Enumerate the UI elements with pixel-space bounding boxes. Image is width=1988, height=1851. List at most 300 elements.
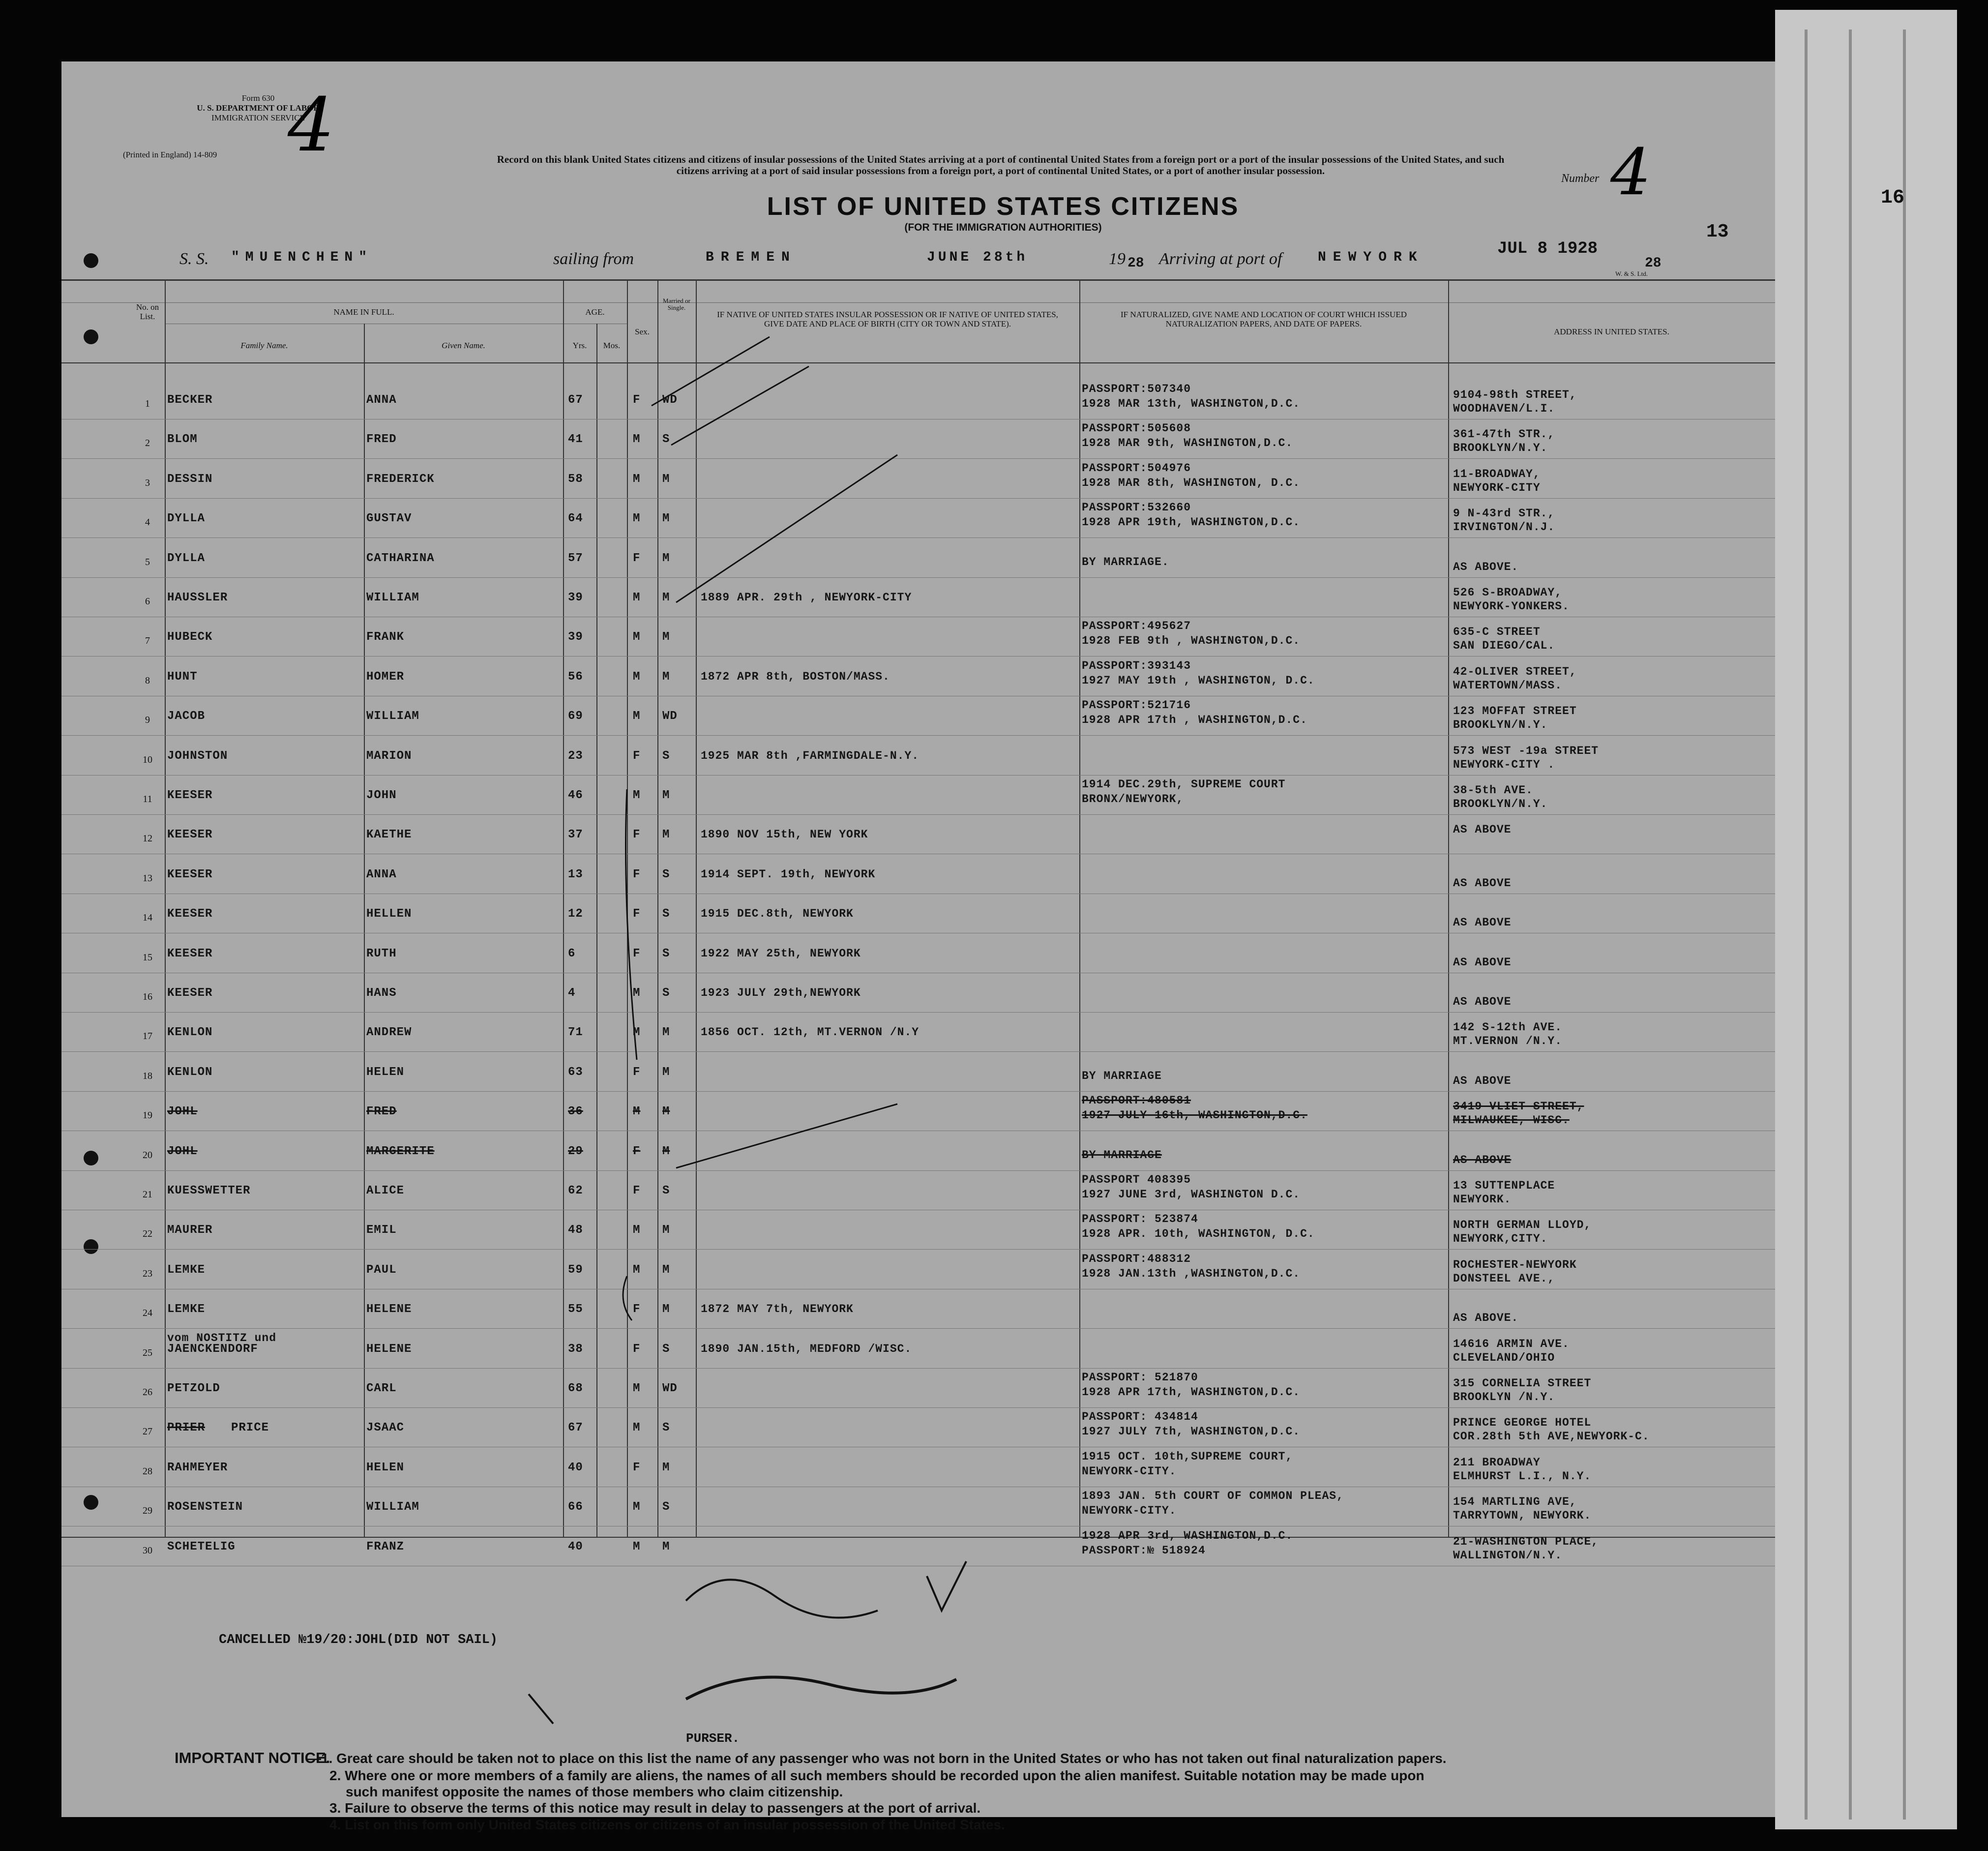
given-name: HELEN	[366, 1461, 405, 1474]
col-sex: Sex.	[635, 327, 650, 336]
given-name: ANDREW	[366, 1026, 412, 1040]
sex: F	[633, 828, 641, 842]
family-name: LEMKE	[167, 1303, 206, 1316]
row-number: 5	[145, 556, 150, 567]
family-name: DESSIN	[167, 472, 213, 486]
purser-label: PURSER.	[686, 1731, 740, 1746]
family-name: HUNT	[167, 670, 198, 684]
naturalization-line-2: BY MARRIAGE	[1082, 1069, 1162, 1082]
address-line-2: WOODHAVEN/L.I.	[1453, 402, 1555, 415]
manifest-page	[61, 61, 1775, 1817]
row-number: 20	[143, 1149, 152, 1161]
address-line-1: 211 BROADWAY	[1453, 1456, 1541, 1469]
marital-status: WD	[662, 710, 678, 723]
purser-signature	[686, 1677, 956, 1699]
age-years: 39	[568, 630, 583, 644]
col-address: ADDRESS IN UNITED STATES.	[1554, 327, 1669, 336]
address-line-2: DONSTEEL AVE.,	[1453, 1272, 1555, 1285]
address-line-2: IRVINGTON/N.J.	[1453, 521, 1555, 534]
address-line-2: NEWYORK-YONKERS.	[1453, 600, 1570, 613]
address-line-2: AS ABOVE	[1453, 995, 1512, 1008]
birth-date-place: 1915 DEC.8th, NEWYORK	[701, 907, 854, 921]
age-years: 6	[568, 947, 576, 960]
marital-status: S	[662, 1500, 670, 1514]
naturalization-line-1: PASSPORT:480581	[1082, 1094, 1191, 1107]
row-number: 30	[143, 1545, 152, 1556]
family-name: JAENCKENDORF	[167, 1342, 258, 1356]
page-edge-line	[1903, 30, 1906, 1820]
naturalization-line-2: 1927 MAY 19th , WASHINGTON, D.C.	[1082, 674, 1315, 687]
row-number: 17	[143, 1031, 152, 1042]
age-years: 68	[568, 1382, 583, 1395]
given-name: JSAAC	[366, 1421, 405, 1435]
given-name: KAETHE	[366, 828, 412, 842]
age-years: 58	[568, 472, 583, 486]
naturalization-line-1: PASSPORT:504976	[1082, 461, 1191, 475]
sex: F	[633, 867, 641, 881]
col-name-in-full: NAME IN FULL.	[333, 307, 394, 317]
given-name: ALICE	[366, 1184, 405, 1197]
ship-name: "MUENCHEN"	[231, 250, 373, 265]
sex: M	[633, 710, 641, 723]
checkmark-stroke	[676, 1104, 897, 1168]
col-family-name: Family Name.	[240, 341, 288, 350]
given-name: HELENE	[366, 1342, 412, 1356]
family-name: PETZOLD	[167, 1382, 220, 1395]
arrival-date-stamp: JUL 8 1928	[1497, 239, 1598, 258]
sex: M	[633, 630, 641, 644]
address-line-2: NEWYORK,CITY.	[1453, 1232, 1548, 1246]
family-name: JOHL	[167, 1144, 198, 1158]
age-years: 57	[568, 551, 583, 565]
marital-status: S	[662, 1184, 670, 1197]
address-line-1: 154 MARTLING AVE,	[1453, 1495, 1577, 1509]
given-name: HELENE	[366, 1303, 412, 1316]
printer-mark: W. & S. Ltd.	[1615, 270, 1648, 277]
sex: M	[633, 1421, 641, 1435]
naturalization-line-2: 1928 MAR 9th, WASHINGTON,D.C.	[1082, 437, 1293, 450]
naturalization-line-1: PASSPORT: 434814	[1082, 1410, 1198, 1424]
row-number: 18	[143, 1070, 152, 1081]
family-name: HUBECK	[167, 630, 213, 644]
given-name: HELEN	[366, 1065, 405, 1079]
marital-status: M	[662, 630, 670, 644]
sex: F	[633, 1303, 641, 1316]
col-age: AGE.	[585, 307, 605, 317]
given-name: ANNA	[366, 867, 397, 881]
row-number: 3	[145, 477, 150, 488]
naturalization-line-2: 1928 MAR 13th, WASHINGTON,D.C.	[1082, 397, 1301, 410]
address-line-2: BROOKLYN /N.Y.	[1453, 1391, 1555, 1403]
address-line-1: 9 N-43rd STR.,	[1453, 507, 1555, 520]
birth-date-place: 1872 APR 8th, BOSTON/MASS.	[701, 670, 890, 683]
row-number: 25	[143, 1347, 152, 1358]
address-line-1: ROCHESTER-NEWYORK	[1453, 1258, 1577, 1271]
row-number: 24	[143, 1308, 152, 1319]
naturalization-line-2: BY MARRIAGE.	[1082, 555, 1169, 568]
marital-status: S	[662, 1421, 670, 1435]
handwritten-list-number: 4	[288, 83, 335, 168]
sex: F	[633, 1065, 641, 1079]
col-naturalization: IF NATURALIZED, GIVE NAME AND LOCATION OF COURT WHICH ISSUED NATURALIZATION PAPERS, AND DATE OF PAPERS.	[1120, 310, 1407, 328]
naturalization-line-2: BY MARRIAGE	[1082, 1148, 1162, 1162]
address-line-1: 3419 VLIET STREET,	[1453, 1100, 1584, 1113]
signature-stroke	[686, 1580, 878, 1617]
naturalization-line-1: PASSPORT 408395	[1082, 1173, 1191, 1186]
sex: M	[633, 472, 641, 486]
marital-status: M	[662, 1144, 670, 1158]
handwritten-marks	[61, 61, 1775, 1817]
row-number: 28	[143, 1465, 152, 1477]
given-name: FRED	[366, 1105, 397, 1119]
address-line-1: 11-BROADWAY,	[1453, 467, 1541, 480]
address-line-1: 21-WASHINGTON PLACE,	[1453, 1535, 1599, 1548]
notice-item-2-cont: such manifest opposite the names of those members who claim citizenship.	[346, 1784, 843, 1799]
row-number: 21	[143, 1189, 152, 1200]
naturalization-line-1: PASSPORT:507340	[1082, 383, 1191, 395]
printed-note: (Printed in England) 14-809	[123, 150, 217, 159]
given-name: FRED	[366, 433, 397, 447]
page-edge-line	[1849, 30, 1852, 1820]
row-number: 12	[143, 833, 152, 844]
family-name: KEESER	[167, 828, 213, 842]
given-name: WILLIAM	[366, 1500, 419, 1514]
naturalization-line-2: 1927 JULY 16th, WASHINGTON,D.C.	[1082, 1109, 1307, 1122]
col-age-months: Mos.	[603, 341, 621, 350]
arrival-year: 28	[1645, 256, 1662, 271]
address-line-1: 361-47th STR.,	[1453, 428, 1555, 441]
family-name: KEESER	[167, 907, 213, 921]
record-instructions: Record on this blank United States citizens and citizens of insular possessions of the United States arriving at a port of continental United States from a foreign port or a port of the insular possessions of the United States, and such citizens arriving at a port of said insular possessions from a foreign port, a port of continental United States, or a port of another insular possession.	[497, 153, 1505, 177]
row-number: 13	[143, 872, 152, 884]
marital-status: S	[662, 947, 670, 960]
given-name: JOHN	[366, 789, 397, 802]
family-name: HAUSSLER	[167, 591, 228, 604]
address-line-2: ELMHURST L.I., N.Y.	[1453, 1469, 1592, 1483]
row-number: 7	[145, 635, 150, 647]
age-years: 63	[568, 1065, 583, 1079]
page-edge-line	[1805, 30, 1808, 1820]
age-years: 23	[568, 749, 583, 763]
marital-status: M	[662, 1026, 670, 1040]
age-years: 46	[568, 789, 583, 802]
row-number: 16	[143, 991, 152, 1002]
row-number: 8	[145, 675, 150, 686]
marital-status: M	[662, 1105, 670, 1119]
checkmark-stroke	[652, 337, 770, 406]
naturalization-line-1: PASSPORT:505608	[1082, 422, 1191, 435]
age-years: 40	[568, 1461, 583, 1474]
naturalization-line-1: PASSPORT:393143	[1082, 659, 1191, 672]
row-number: 4	[145, 517, 150, 528]
family-name: BLOM	[167, 433, 198, 447]
handwritten-number: 4	[1610, 135, 1651, 209]
row-number: 27	[143, 1426, 152, 1437]
sex: M	[633, 591, 641, 604]
family-name: KEESER	[167, 947, 213, 960]
naturalization-line-2: 1928 JAN.13th ,WASHINGTON,D.C.	[1082, 1267, 1301, 1280]
address-line-1: 13 SUTTENPLACE	[1453, 1179, 1555, 1192]
address-line-2: TARRYTOWN, NEWYORK.	[1453, 1509, 1592, 1523]
sex: F	[633, 1144, 641, 1158]
sailing-date: JUNE 28th	[927, 250, 1028, 265]
naturalization-line-2: 1928 MAR 8th, WASHINGTON, D.C.	[1082, 476, 1301, 489]
age-years: 67	[568, 393, 583, 407]
marital-status: M	[662, 1065, 670, 1079]
age-years: 69	[568, 710, 583, 723]
naturalization-line-2: 1928 APR 19th, WASHINGTON,D.C.	[1082, 516, 1301, 529]
notice-item-4: 4. List on this form only United States citizens or citizens of an insular possession of the United States.	[329, 1817, 1005, 1832]
row-number: 23	[143, 1268, 152, 1279]
naturalization-line-1: PASSPORT:488312	[1082, 1252, 1191, 1265]
address-line-2: BROOKLYN/N.Y.	[1453, 718, 1548, 732]
birth-date-place: 1922 MAY 25th, NEWYORK	[701, 947, 861, 960]
page-number: 13	[1706, 221, 1729, 242]
birth-date-place: 1889 APR. 29th , NEWYORK-CITY	[701, 591, 912, 604]
address-line-2: AS ABOVE.	[1453, 1312, 1519, 1325]
address-line-2: WATERTOWN/MASS.	[1453, 679, 1563, 692]
address-line-1: 123 MOFFAT STREET	[1453, 705, 1577, 718]
marital-status: M	[662, 1461, 670, 1474]
given-name: WILLIAM	[366, 710, 419, 723]
family-name: BECKER	[167, 393, 213, 407]
age-years: 41	[568, 433, 583, 447]
sex: F	[633, 393, 641, 407]
naturalization-line-2: NEWYORK-CITY.	[1082, 1464, 1177, 1478]
marital-status: M	[662, 1540, 670, 1553]
family-name: KEESER	[167, 867, 213, 881]
signature-stroke	[927, 1561, 966, 1611]
age-years: 13	[568, 867, 583, 881]
marital-status: S	[662, 1342, 670, 1356]
naturalization-line-2: 1927 JUNE 3rd, WASHINGTON D.C.	[1082, 1188, 1301, 1201]
notice-item-3: 3. Failure to observe the terms of this notice may result in delay to passengers at the port of arrival.	[329, 1800, 981, 1816]
brace-mark	[623, 1276, 632, 1320]
marital-status: M	[662, 789, 670, 802]
naturalization-line-1: PASSPORT:532660	[1082, 501, 1191, 514]
family-name: LEMKE	[167, 1263, 206, 1277]
checkmark-stroke	[671, 366, 809, 445]
marital-status: S	[662, 433, 670, 447]
row-number: 10	[143, 754, 152, 765]
age-years: 4	[568, 986, 576, 1000]
sex: M	[633, 433, 641, 447]
sex: F	[633, 1461, 641, 1474]
sex: M	[633, 1540, 641, 1553]
sex: F	[633, 947, 641, 960]
year-prefix: 19	[1109, 250, 1126, 268]
age-years: 12	[568, 907, 583, 921]
marital-status: M	[662, 591, 670, 604]
naturalization-line-2: BRONX/NEWYORK,	[1082, 793, 1184, 806]
family-name: KUESSWETTER	[167, 1184, 251, 1197]
row-number: 15	[143, 952, 152, 963]
page-subtitle: (FOR THE IMMIGRATION AUTHORITIES)	[904, 222, 1102, 233]
address-line-2: COR.28th 5th AVE,NEWYORK-C.	[1453, 1430, 1650, 1443]
age-years: 67	[568, 1421, 583, 1435]
given-name: HOMER	[366, 670, 405, 684]
family-name: RAHMEYER	[167, 1461, 228, 1474]
col-married-single: Married or Single.	[663, 297, 690, 311]
address-line-1: 42-OLIVER STREET,	[1453, 665, 1577, 678]
family-name: PRICE	[231, 1421, 269, 1435]
naturalization-line-1: PASSPORT:521716	[1082, 699, 1191, 712]
marital-status: M	[662, 551, 670, 565]
age-years: 39	[568, 591, 583, 604]
age-years: 38	[568, 1342, 583, 1356]
marital-status: WD	[662, 1382, 678, 1395]
row-number: 29	[143, 1505, 152, 1517]
row-number: 19	[143, 1110, 152, 1121]
address-line-2: NEWYORK-CITY	[1453, 481, 1541, 494]
col-native-birth: IF NATIVE OF UNITED STATES INSULAR POSSESSION OR IF NATIVE OF UNITED STATES, GIVE DATE AND PLACE OF BIRTH (CITY OR TOWN AND STATE).	[717, 310, 1058, 328]
address-line-2: BROOKLYN/N.Y.	[1453, 798, 1548, 810]
marital-status: WD	[662, 393, 678, 407]
notice-title: IMPORTANT NOTICE.	[175, 1749, 330, 1766]
birth-date-place: 1890 NOV 15th, NEW YORK	[701, 828, 868, 841]
page-title: LIST OF UNITED STATES CITIZENS	[767, 192, 1240, 221]
family-name: DYLLA	[167, 551, 206, 565]
sex: M	[633, 512, 641, 526]
naturalization-line-2: 1928 APR. 10th, WASHINGTON, D.C.	[1082, 1227, 1315, 1241]
age-years: 55	[568, 1303, 583, 1316]
sex: F	[633, 1184, 641, 1197]
row-number: 26	[143, 1387, 152, 1398]
sex: M	[633, 1105, 641, 1119]
family-name: ROSENSTEIN	[167, 1500, 243, 1514]
family-name: KEESER	[167, 789, 213, 802]
address-line-1: 38-5th AVE.	[1453, 784, 1533, 797]
address-line-1: PRINCE GEORGE HOTEL	[1453, 1416, 1592, 1430]
naturalization-line-1: PASSPORT:495627	[1082, 620, 1191, 633]
sex: M	[633, 789, 641, 802]
cancelled-note: CANCELLED №19/20:JOHL(DID NOT SAIL)	[219, 1633, 498, 1647]
given-name: WILLIAM	[366, 591, 419, 604]
signature-stroke	[529, 1694, 553, 1724]
sex: F	[633, 907, 641, 921]
naturalization-line-2: 1928 APR 17th , WASHINGTON,D.C.	[1082, 714, 1307, 727]
form-number: Form 630	[241, 93, 275, 103]
address-line-2: AS ABOVE.	[1453, 560, 1519, 573]
address-line-2: AS ABOVE	[1453, 1074, 1512, 1087]
naturalization-line-1: 1914 DEC.29th, SUPREME COURT	[1082, 778, 1286, 791]
given-name: ANNA	[366, 393, 397, 407]
sex: M	[633, 986, 641, 1000]
address-line-1: 526 S-BROADWAY,	[1453, 586, 1563, 599]
family-name: MAURER	[167, 1224, 213, 1237]
marital-status: S	[662, 867, 670, 881]
family-name: KENLON	[167, 1065, 213, 1079]
age-years: 48	[568, 1224, 583, 1237]
address-line-2: CLEVELAND/OHIO	[1453, 1351, 1555, 1364]
address-line-1: 14616 ARMIN AVE.	[1453, 1337, 1570, 1350]
naturalization-line-2: NEWYORK-CITY.	[1082, 1504, 1177, 1518]
age-years: 71	[568, 1026, 583, 1040]
marital-status: M	[662, 512, 670, 526]
address-line-2: SAN DIEGO/CAL.	[1453, 639, 1555, 653]
naturalization-line-1: PASSPORT: 523874	[1082, 1213, 1198, 1226]
age-years: 40	[568, 1540, 583, 1553]
sailing-label: sailing from	[553, 250, 634, 268]
sex: F	[633, 749, 641, 763]
from-port: BREMEN	[706, 250, 797, 265]
family-name-struck: PRIER	[167, 1421, 206, 1435]
family-name-prefix: vom NOSTITZ und	[167, 1331, 277, 1344]
age-years: 59	[568, 1263, 583, 1277]
row-number: 22	[143, 1228, 152, 1240]
marital-status: M	[662, 472, 670, 486]
page-stack-edge	[1775, 10, 1957, 1829]
edge-page-number: 16	[1881, 187, 1905, 209]
given-name: HELLEN	[366, 907, 412, 921]
address-line-1: 142 S-12th AVE.	[1453, 1021, 1563, 1034]
address-line-2: MT.VERNON /N.Y.	[1453, 1035, 1563, 1048]
given-name: MARGERITE	[366, 1144, 435, 1158]
marital-status: S	[662, 986, 670, 1000]
address-line-1: AS ABOVE	[1453, 823, 1512, 836]
given-name: FRANK	[366, 630, 405, 644]
marital-status: M	[662, 1303, 670, 1316]
arriving-label: Arriving at port of	[1159, 250, 1282, 268]
family-name: SCHETELIG	[167, 1540, 236, 1553]
given-name: PAUL	[366, 1263, 397, 1277]
row-number: 9	[145, 715, 150, 726]
address-line-2: AS ABOVE	[1453, 955, 1512, 969]
naturalization-line-2: 1927 JULY 7th, WASHINGTON,D.C.	[1082, 1425, 1301, 1438]
given-name: MARION	[366, 749, 412, 763]
given-name: FREDERICK	[366, 472, 435, 486]
address-line-2: BROOKLYN/N.Y.	[1453, 442, 1548, 455]
row-number: 6	[145, 596, 150, 607]
age-years: 64	[568, 512, 583, 526]
marital-status: S	[662, 907, 670, 921]
age-years: 37	[568, 828, 583, 842]
birth-date-place: 1872 MAY 7th, NEWYORK	[701, 1303, 854, 1316]
naturalization-line-2: PASSPORT:№ 518924	[1082, 1544, 1206, 1557]
family-name: JOHL	[167, 1105, 198, 1119]
birth-date-place: 1923 JULY 29th,NEWYORK	[701, 986, 861, 999]
sailing-year: 28	[1128, 256, 1144, 271]
age-years: 29	[568, 1144, 583, 1158]
birth-date-place: 1925 MAR 8th ,FARMINGDALE-N.Y.	[701, 749, 920, 762]
row-number: 2	[145, 438, 150, 449]
sex: F	[633, 551, 641, 565]
given-name: RUTH	[366, 947, 397, 960]
address-line-2: AS ABOVE	[1453, 1153, 1512, 1166]
row-number: 1	[145, 398, 150, 409]
given-name: EMIL	[366, 1224, 397, 1237]
marital-status: S	[662, 749, 670, 763]
marital-status: M	[662, 1263, 670, 1277]
notice-item-2: 2. Where one or more members of a family are aliens, the names of all such members should be recorded upon the alien manifest. Suitable notation may be made upon	[329, 1768, 1424, 1783]
sex: M	[633, 1026, 641, 1040]
birth-date-place: 1856 OCT. 12th, MT.VERNON /N.Y	[701, 1026, 920, 1039]
address-line-2: AS ABOVE	[1453, 876, 1512, 890]
address-line-2: NEWYORK-CITY .	[1453, 758, 1555, 771]
age-years: 36	[568, 1105, 583, 1119]
address-line-2: WALLINGTON/N.Y.	[1453, 1549, 1563, 1562]
family-name: DYLLA	[167, 512, 206, 526]
sex: M	[633, 1263, 641, 1277]
sex: M	[633, 1500, 641, 1514]
family-name: KEESER	[167, 986, 213, 1000]
birth-date-place: 1890 JAN.15th, MEDFORD /WISC.	[701, 1342, 912, 1355]
address-line-2: NEWYORK.	[1453, 1193, 1512, 1206]
department: U. S. DEPARTMENT OF LABOR	[197, 103, 320, 113]
given-name: GUSTAV	[366, 512, 412, 526]
notice-item-1: —1. Great care should be taken not to place on this list the name of any passenger who was not born in the United States or who has not taken out final naturalization papers.	[307, 1751, 1447, 1766]
address-line-1: 635-C STREET	[1453, 626, 1541, 639]
